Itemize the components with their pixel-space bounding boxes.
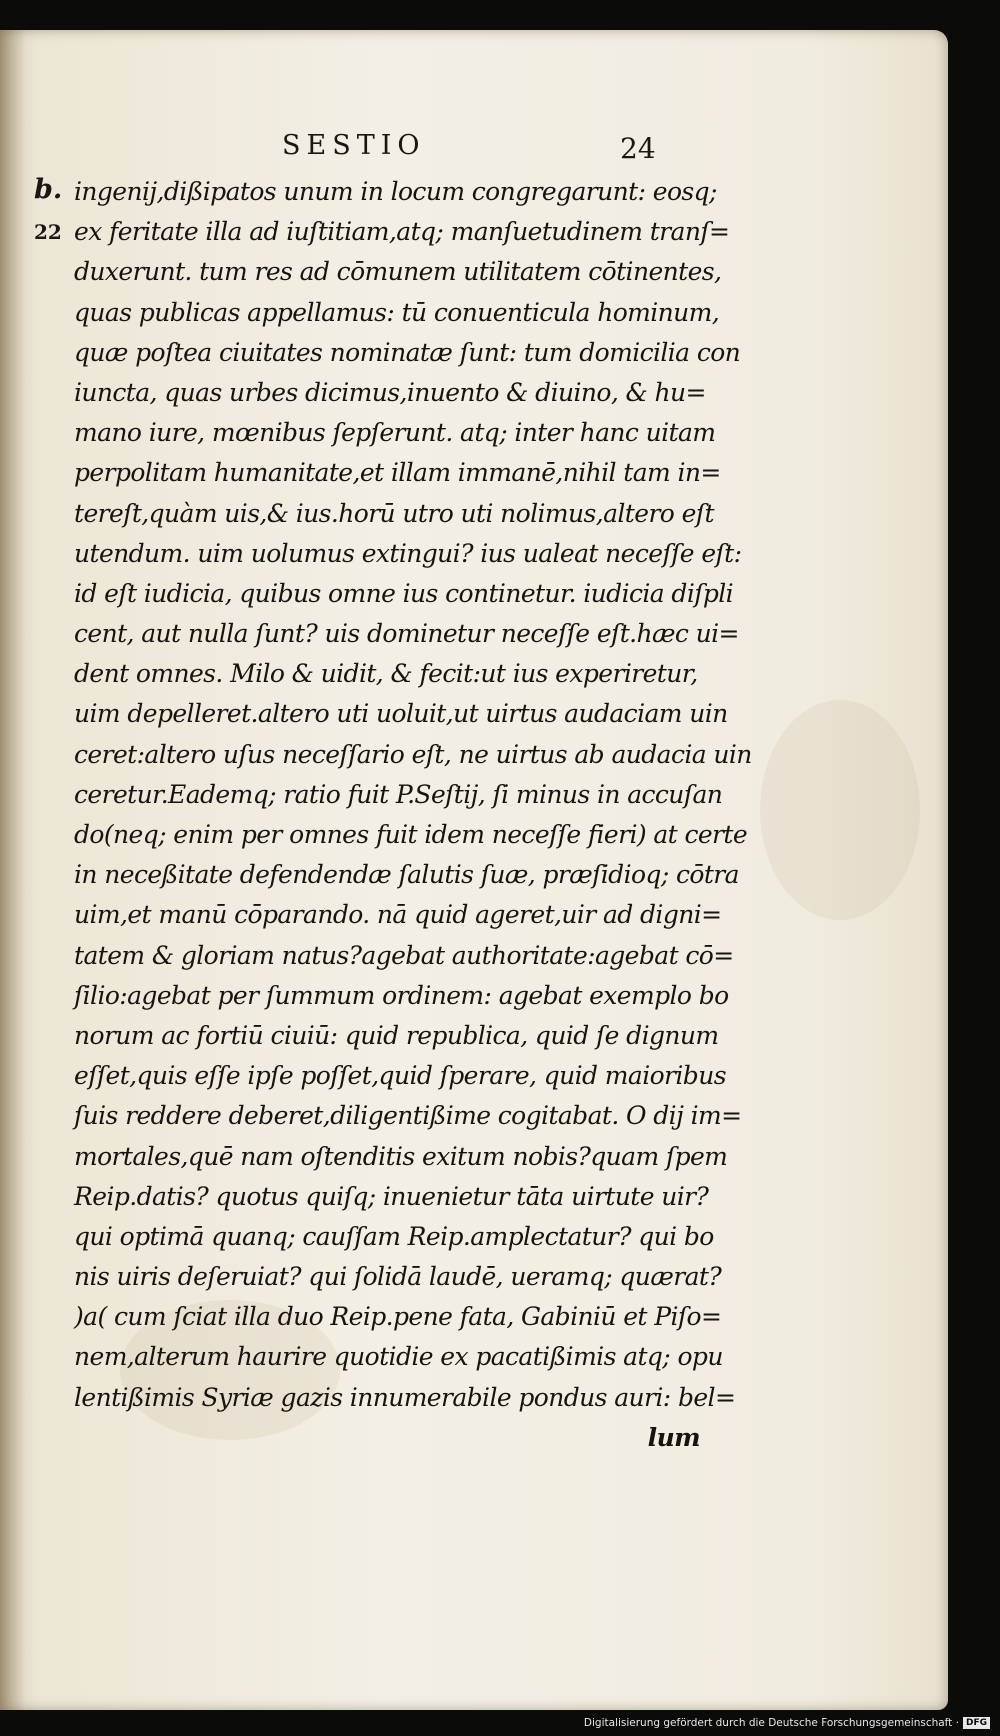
text-line: nem,alterum haurire quotidie ex pacatißimis atq; opu [74,1342,723,1372]
text-line: ſilio:agebat per ſummum ordinem: agebat exemplo bo [74,980,729,1010]
text-line: id eſt iudicia, quibus omne ius continetur. iudicia diſpli [74,578,734,608]
running-head [0,130,948,170]
text-line: tatem & gloriam natus?agebat authoritate:agebat cō= [74,940,734,970]
text-line: qui optimā quanq; cauſſam Reip.amplectatur? qui bo [74,1221,714,1251]
text-line: norum ac fortiū ciuiū: quid republica, quid ſe dignum [74,1020,719,1050]
text-line: duxerunt. tum res ad cōmunem utilitatem cōtinentes, [74,257,722,287]
text-line: iuncta, quas urbes dicimus,inuento & diuino, & hu= [74,377,706,407]
text-line: ceretur.Eademq; ratio fuit P.Seſtij, ſi minus in accuſan [74,779,723,809]
text-line: in neceßitate defendendæ ſalutis ſuæ, præſidioq; cōtra [74,860,739,890]
funding-credit-text: Digitalisierung gefördert durch die Deutsche Forschungsgemeinschaft · [583,1717,959,1729]
text-line: lentißimis Syriæ gazis innumerabile pondus auri: bel= [74,1382,736,1412]
gutter-shadow [0,30,26,1710]
dfg-logo: DFG [963,1717,990,1729]
footer-credit [584,1714,990,1732]
text-line: ceret:altero uſus neceſſario eſt, ne uirtus ab audacia uin [74,739,752,769]
text-line: quas publicas appellamus: tū conuenticula hominum, [74,297,720,327]
text-line: cent, aut nulla ſunt? uis dominetur neceſſe eſt.hæc ui= [74,619,739,649]
text-line: ſuis reddere deberet,diligentißime cogitabat. O dij im= [74,1101,742,1131]
text-line: utendum. uim uolumus extingui? ius ualeat neceſſe eſt: [74,538,742,568]
text-line: ex feritate illa ad iuſtitiam,atq; manſuetudinem tranſ= [74,217,730,247]
text-line: Reip.datis? quotus quiſq; inuenietur tāta uirtute uir? [74,1181,709,1211]
running-head-title: SESTIO [282,130,426,161]
text-line: do(neq; enim per omnes fuit idem neceſſe fieri) at certe [74,820,748,849]
body-text [74,172,752,1458]
text-line: mano iure, mœnibus ſepſerunt. atq; inter hanc uitam [74,418,716,448]
text-line: nis uiris deſeruiat? qui ſolidā laudē, ueramq; quærat? [74,1262,722,1292]
text-line: dent omnes. Milo & uidit, & fecit:ut ius experiretur, [74,659,698,689]
text-line: )a( cum ſciat illa duo Reip.pene fata, Gabiniū et Piſo= [74,1302,722,1332]
page-number: 24 [620,132,656,165]
catchword: lum [647,1422,700,1452]
text-line: uim,et manū cōparando. nā quid ageret,uir ad digni= [74,900,722,930]
margin-number: 22 [34,220,62,244]
text-line: mortales,quē nam oſtenditis exitum nobis?quam ſpem [74,1141,728,1171]
paper-stain [760,700,920,920]
text-line: ingenij,dißipatos unum in locum congregarunt: eosq; [74,177,717,206]
text-line: quæ poſtea ciuitates nominatæ ſunt: tum domicilia con [74,337,741,367]
text-line: tereſt,quàm uis,& ius.horū utro uti nolimus,altero eſt [74,498,714,528]
text-line: eſſet,quis eſſe ipſe poſſet,quid ſperare, quid maioribus [74,1061,726,1091]
text-line: perpolitam humanitate,et illam immanē,nihil tam in= [74,458,721,488]
text-line: uim depelleret.altero uti uoluit,ut uirtus audaciam uin [74,699,728,729]
margin-signature: b. [34,174,63,205]
